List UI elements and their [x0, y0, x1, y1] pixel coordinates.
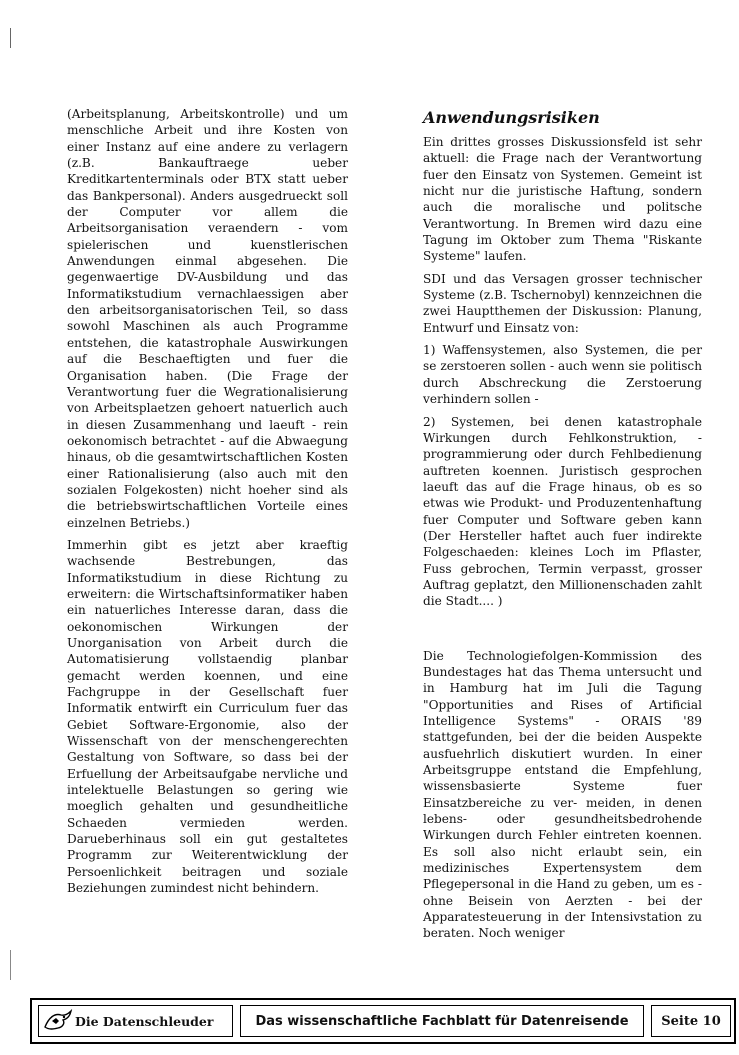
paragraph: (Arbeitsplanung, Arbeitskontrolle) und um menschliche Arbeit und ihre Kosten von einer Instanz auf eine andere zu verlagern (z.B. Bankauftraege ueber Kreditkartenterminals oder BTX statt ueber das Bankpersonal). Anders ausgedrueckt soll der Computer vor allem die Arbeitsorganisation veraendern - vom spielerischen und kuenstlerischen Anwendungen einmal abgesehen. Die gegenwaertige DV-Ausbildung und das Informatikstudium vernachlaessigen aber den arbeitsorganisatorischen Teil, so dass sowohl Maschinen als auch Programme entstehen, die katastrophale Auswirkungen auf die Beschaeftigten und fuer die Organisation haben. (Die Frage der Verantwortung fuer die Wegrationalisierung von Arbeitsplaetzen gehoert natuerlich auch in diesen Zusammenhang und laeuft - rein oekonomisch betrachtet - auf die Abwaegung hinaus, ob die gesamtwirtschaftlichen Kosten einer Rationalisierung (also auch mit den sozialen Folgekosten) nicht hoeher sind als die betriebswirtschaftlichen Vorteile eines einzelnen Betriebs.): [67, 107, 348, 530]
section-heading: Anwendungsrisiken: [423, 108, 600, 127]
paragraph: Die Technologiefolgen-Kommission des Bundestages hat das Thema untersucht und in Hamburg hat im Juli die Tagung "Opportunities and Rises of Artificial Intelligence Systems" - ORAIS '89 stattgefunden, bei der die beiden Auspekte ausfuehrlich diskutiert wurden. In einer Arbeitsgruppe entstand die Empfehlung, wissensbasierte Systeme fuer Einsatzbereiche zu ver- meiden, in denen lebens- oder gesundheitsbedrohende Wirkungen durch Fehler eintreten koennen. Es soll also nicht erlaubt sein, ein medizinisches Expertensystem dem Pflegepersonal in die Hand zu geben, um es - ohne Beisein von Aerzten - bei der Apparatesteuerung in der Intensivstation zu beraten. Noch weniger: [423, 648, 702, 941]
footer-tagline: Das wissenschaftliche Fachblatt für Datenreisende: [240, 1005, 644, 1037]
paragraph: SDI und das Versagen grosser technischer Systeme (z.B. Tschernobyl) kennzeichnen die zwei Hauptthemen der Diskussion: Planung, Entwurf und Einsatz von:: [423, 271, 702, 335]
left-column: [67, 106, 348, 903]
page-footer: [30, 998, 736, 1044]
margin-rule: [10, 28, 11, 48]
paragraph: 2) Systemen, bei denen katastrophale Wirkungen durch Fehlkonstruktion, -programmierung oder durch Fehlbedienung auftreten koennen. Juristisch gesprochen laeuft das auf die Frage hinaus, ob es so etwas wie Produkt- und Produzentenhaftung fuer Computer und Software geben kann (Der Hersteller haftet auch fuer indirekte Folgeschaeden: kleines Loch im Pflaster, Fuss gebrochen, Termin verpasst, grosser Auftrag geplatzt, den Millionenschaden zahlt die Stadt.... ): [423, 414, 702, 609]
paragraph: Ein drittes grosses Diskussionsfeld ist sehr aktuell: die Frage nach der Verantwortung fuer den Einsatz von Systemen. Gemeint ist nicht nur die juristische Haftung, sondern auch die moralische und politsche Verantwortung. In Bremen wird dazu eine Tagung im Oktober zum Thema "Riskante Systeme" laufen.: [423, 135, 702, 264]
paragraph: 1) Waffensystemen, also Systemen, die per se zerstoeren sollen - auch wenn sie politisch durch Abschreckung die Zerstoerung verhindern sollen -: [423, 343, 702, 407]
publication-logo: [38, 1005, 233, 1037]
margin-rule: [10, 950, 11, 980]
page-number: Seite 10: [651, 1005, 731, 1037]
paragraph: Immerhin gibt es jetzt aber kraeftig wachsende Bestrebungen, das Informatikstudium in diese Richtung zu erweitern: die Wirtschaftsinformatiker haben ein natuerliches Interesse daran, dass die oekonomischen Wirkungen der Unorganisation von Arbeit durch die Automatisierung vollstaendig planbar gemacht werden koennen, und eine Fachgruppe in der Gesellschaft fuer Informatik entwirft ein Curriculum fuer das Gebiet Software-Ergonomie, also der Wissenschaft von der menschengerechten Gestaltung von Software, so dass bei der Erfuellung der Arbeitsaufgabe nervliche und intelektuelle Belastungen so gering wie moeglich gehalten und gesundheitliche Schaeden vermieden werden. Darueberhinaus soll ein gut gestaltetes Programm zur Weiterentwicklung der Persoenlichkeit beitragen und soziale Beziehungen zumindest nicht behindern.: [67, 537, 348, 896]
dragon-logo-icon: [43, 1009, 73, 1033]
right-column: [423, 134, 702, 948]
logo-text: Die Datenschleuder: [75, 1013, 214, 1029]
